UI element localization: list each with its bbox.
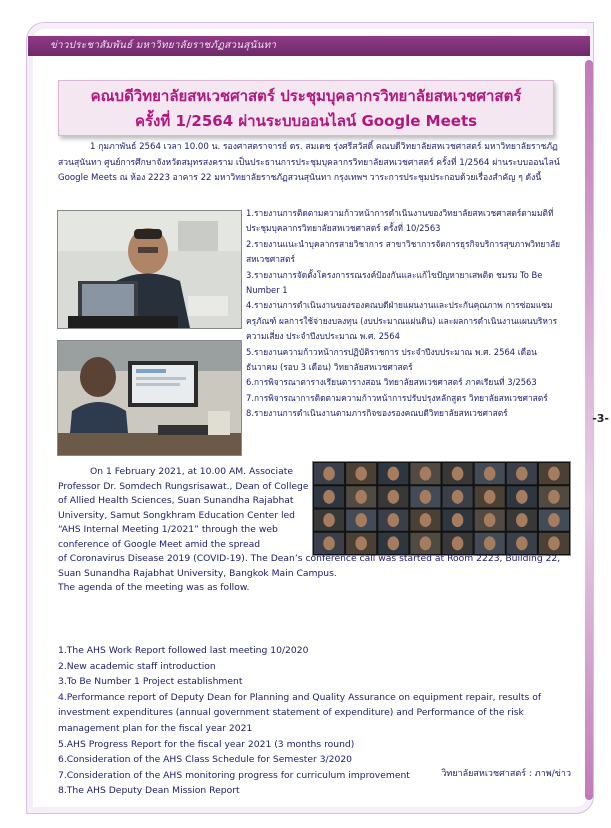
english-line: Suan Sunandha Rajabhat University, Bangkok Main Campus.: [58, 567, 337, 579]
english-agenda-item: 4.Performance report of Deputy Dean for Planning and Quality Assurance on equipment repair, results of investment expenditures (annual government statement of expenditure) and Performance of the risk management plan for the fiscal year 2021: [58, 691, 542, 734]
english-agenda-item: 3.To Be Number 1 Project establishment: [58, 676, 243, 688]
english-line: conference of Google Meet amid the spread: [58, 538, 261, 550]
english-line: “AHS Internal Meeting 1/2021” through the web: [58, 524, 278, 535]
english-line: Professor Dr. Somdech Rungsrisawat., Dean of College: [58, 480, 309, 492]
thai-agenda-list: [246, 206, 570, 422]
english-agenda-item: 8.The AHS Deputy Dean Mission Report: [58, 785, 240, 797]
english-line: On 1 February 2021, at 10.00 AM. Associate: [90, 466, 293, 477]
thai-agenda-item: 5.รายงานความก้าวหน้าการปฏิบัติราชการ ประจำปีงบประมาณ พ.ศ. 2564 เดือน ธันวาคม (รอบ 3 เดือน) วิทยาลัยสหเวชศาสตร์: [246, 346, 537, 373]
english-agenda-item: 2.New academic staff introduction: [58, 660, 216, 672]
header-text: ข่าวประชาสัมพันธ์ มหาวิทยาลัยราชภัฏสวนสุนันทา: [50, 40, 277, 51]
page-number: -3-: [592, 412, 609, 425]
thai-agenda-item: 3.รายงานการจัดตั้งโครงการรณรงค์ป้องกันและแก้ไขปัญหายาเสพติด ชมรม To Be Number 1: [246, 269, 543, 296]
photo-news-credit: วิทยาลัยสหเวชศาสตร์ : ภาพ/ข่าว: [441, 769, 571, 779]
headline: [58, 80, 554, 136]
thai-agenda-item: 6.การพิจารณาตารางเรียนตารางสอน วิทยาลัยสหเวชศาสตร์ ภาคเรียนที่ 3/2563: [246, 377, 537, 388]
english-agenda-item: 7.Consideration of the AHS monitoring progress for curriculum improvement: [58, 769, 410, 781]
thai-agenda-item: 2.รายงานแนะนำบุคลากรสายวิชาการ สาขาวิชาการจัดการธุรกิจบริการสุขภาพวิทยาลัยสหเวชศาสตร์: [246, 238, 561, 265]
headline-line-2: ครั้งที่ 1/2564 ผ่านระบบออนไลน์ Google Meets: [134, 112, 478, 130]
english-agenda-item: 1.The AHS Work Report followed last meeting 10/2020: [58, 645, 309, 656]
photo-dean-laptop: [57, 210, 242, 329]
english-agenda-item: 6.Consideration of the AHS Class Schedule for Semester 3/2020: [58, 754, 353, 766]
thai-agenda-item: 7.การพิจารณาการติดตามความก้าวหน้าการปรับปรุงหลักสูตร วิทยาลัยสหเวชศาสตร์: [246, 392, 548, 403]
thai-agenda-item: 1.รายงานการติดตามความก้าวหน้าการดำเนินงานของวิทยาลัยสหเวชศาสตร์ตามมติที่ประชุมบุคลากรวิทยาลัยสหเวชศาสตร์ ครั้งที่ 10/2563: [246, 208, 554, 234]
thai-agenda-item: 4.รายงานการดำเนินงานของรองคณบดีฝ่ายแผนงานและประกันคุณภาพ การซ่อมแซมครุภัณฑ์ ผลการใช้จ่ายงบลงทุน (งบประมาณแผ่นดิน) และผลการดำเนินงานแผนบริหารความเสี่ยง ประจำปีงบประมาณ พ.ศ. 2564: [246, 300, 558, 342]
headline-line-1: คณบดีวิทยาลัยสหเวชศาสตร์ ประชุมบุคลากรวิทยาลัยสหเวชศาสตร์: [90, 87, 522, 105]
thai-intro-paragraph: 1 กุมภาพันธ์ 2564 เวลา 10.00 น. รองศาสตราจารย์ ดร. สมเดช รุ่งศรีสวัสดิ์ คณบดีวิทยาลัยสหเวชศาสตร์ มหาวิทยาลัยราชภัฏสวนสุนันทา ศูนย์การศึกษาจังหวัดสมุทรสงคราม เป็นประธานการประชุมบุคลากรวิทยาลัยสหเวชศาสตร์ ครั้งที่ 1/2564 ผ่านระบบออนไลน์ Google Meets ณ ห้อง 2223 อาคาร 22 มหาวิทยาลัยราชภัฏสวนสุนันทา กรุงเทพฯ วาระการประชุมประกอบด้วยเรื่องสำคัญ ๆ ดังนี้: [58, 142, 560, 183]
english-paragraph: [58, 465, 560, 596]
english-agenda-item: 5.AHS Progress Report for the fiscal year 2021 (3 months round): [58, 738, 355, 750]
side-stripe: [585, 60, 593, 800]
english-line: of Coronavirus Disease 2019 (COVID-19). The Dean’s conference call was started at Room 2223, Building 22,: [58, 553, 561, 564]
thai-agenda-item: 8.รายงานการดำเนินงานตามภารกิจของรองคณบดีวิทยาลัยสหเวชศาสตร์: [246, 408, 508, 419]
photo-staff-computer: [57, 340, 242, 456]
english-line: The agenda of the meeting was as follow.: [58, 582, 250, 593]
english-line: of Allied Health Sciences, Suan Sunandha Rajabhat: [58, 495, 294, 506]
english-line: University, Samut Songkhram Education Center led: [58, 509, 296, 521]
